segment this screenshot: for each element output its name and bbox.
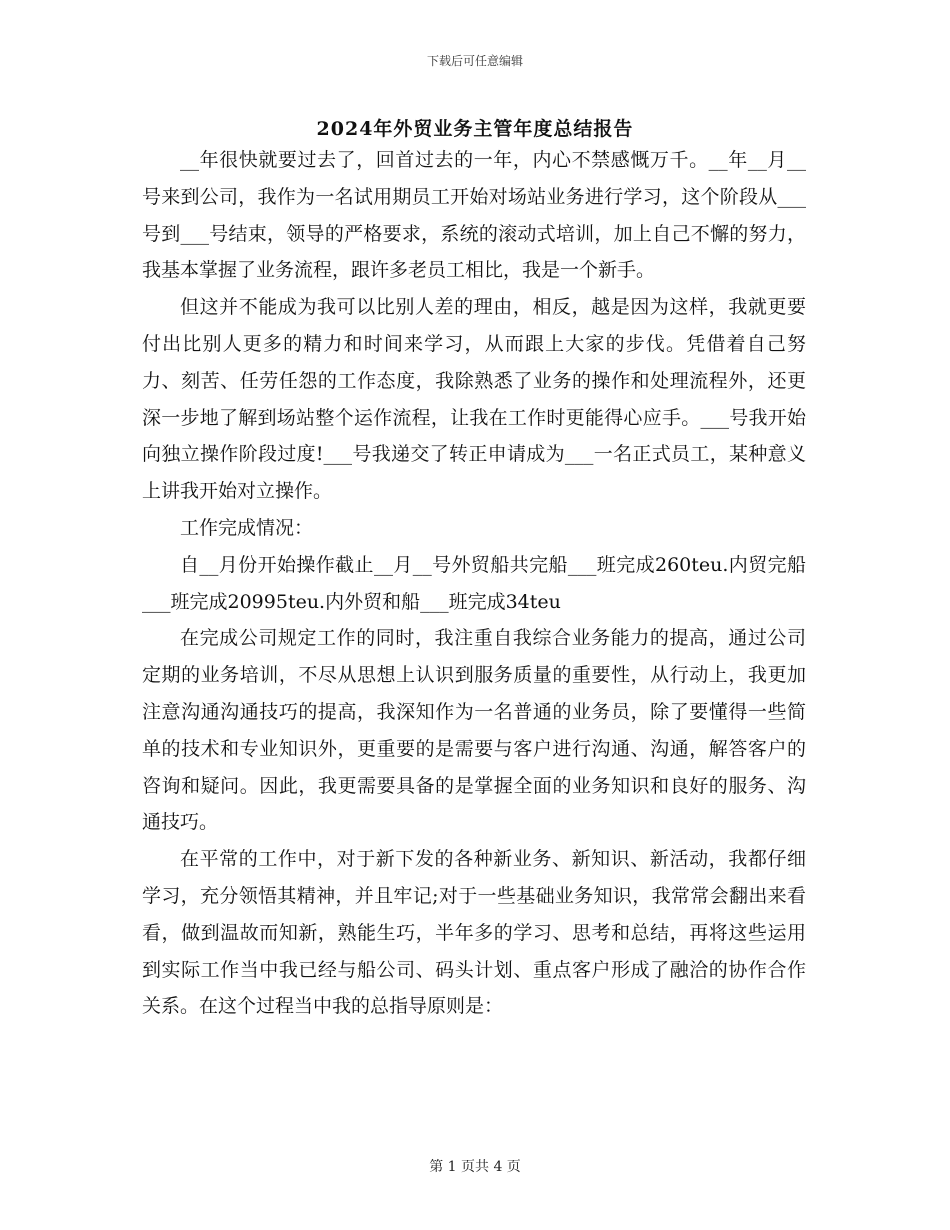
document-title: 2024年外贸业务主管年度总结报告 — [316, 118, 634, 140]
page-header-note: 下载后可任意编辑 — [426, 54, 523, 68]
paragraph-2: 但这并不能成为我可以比别人差的理由，相反，越是因为这样，我就更要付出比别人更多的精力和时间来学习，从而跟上大家的步伐。凭借着自己努力、刻苦、任劳任怨的工作态度，我除熟悉了业务的操作和处理流程外，还更深一步地了解到场站整个运作流程，让我在工作时更能得心应手。___号我开始向独立操作阶段过度!___号我递交了转正申请成为___一名正式员工，某种意义上讲我开始对立操作。 — [142, 296, 806, 503]
paragraph-3: 工作完成情况： — [180, 516, 314, 539]
paragraph-4: 自__月份开始操作截止__月__号外贸船共完船___班完成260teu.内贸完船___班完成20995teu.内外贸和船___班完成34teu — [142, 553, 806, 613]
paragraph-5: 在完成公司规定工作的同时，我注重自我综合业务能力的提高，通过公司定期的业务培训，不尽从思想上认识到服务质量的重要性，从行动上，我更加注意沟通沟通技巧的提高，我深知作为一名普通的业务员，除了要懂得一些简单的技术和专业知识外，更重要的是需要与客户进行沟通、沟通，解答客户的咨询和疑问。因此，我更需要具备的是掌握全面的业务知识和良好的服务、沟通技巧。 — [142, 627, 806, 834]
paragraph-6: 在平常的工作中，对于新下发的各种新业务、新知识、新活动，我都仔细学习，充分领悟其精神，并且牢记;对于一些基础业务知识，我常常会翻出来看看，做到温故而知新，熟能生巧，半年多的学习、思考和总结，再将这些运用到实际工作当中我已经与船公司、码头计划、重点客户形成了融洽的协作合作关系。在这个过程当中我的总指导原则是： — [142, 848, 806, 1018]
page-footer-indicator: 第 1 页共 4 页 — [429, 1159, 521, 1175]
document-body — [142, 142, 806, 1025]
paragraph-1: __年很快就要过去了，回首过去的一年，内心不禁感慨万千。__年__月__号来到公司，我作为一名试用期员工开始对场站业务进行学习，这个阶段从___号到___号结束，领导的严格要求，系统的滚动式培训，加上自己不懈的努力，我基本掌握了业务流程，跟许多老员工相比，我是一个新手。 — [142, 149, 806, 282]
